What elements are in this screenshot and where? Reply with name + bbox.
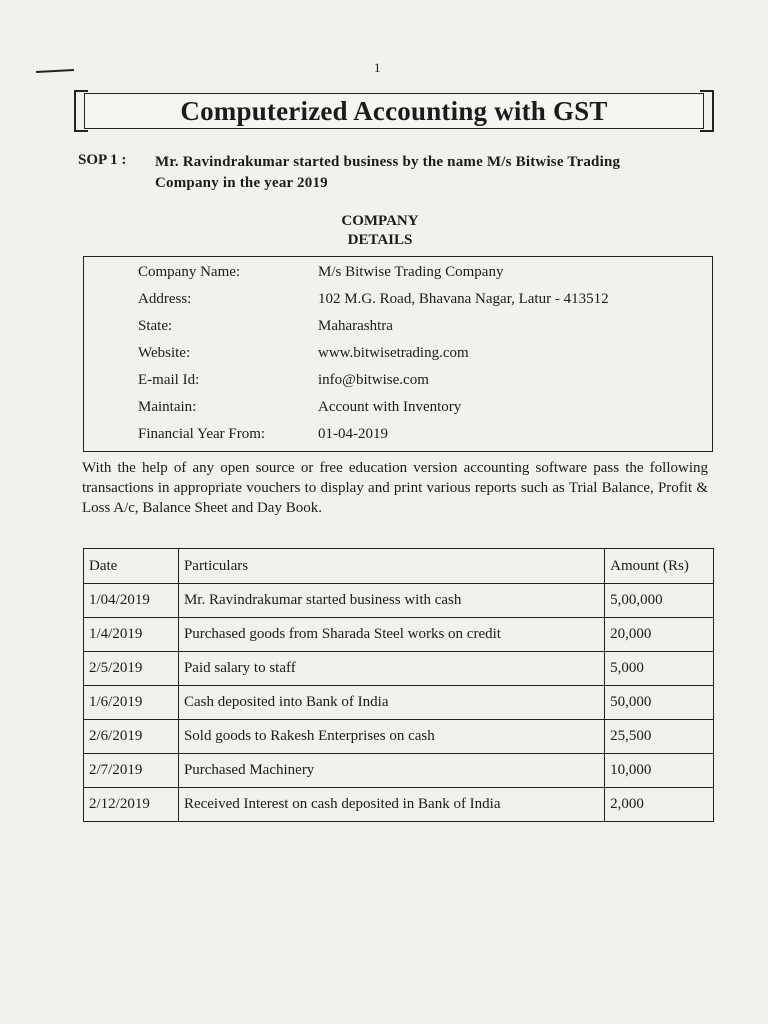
cell-particulars: Cash deposited into Bank of India [178,686,604,720]
detail-label: Address: [138,291,192,307]
detail-value: M/s Bitwise Trading Company [318,264,504,280]
heading-line-1: COMPANY [341,213,419,229]
title-banner [74,90,714,132]
cell-date: 2/12/2019 [84,788,179,822]
transactions-table [83,548,714,822]
detail-row-financial-year [138,426,708,452]
table-row [84,788,714,822]
detail-label: Website: [138,345,191,361]
cell-amount: 25,500 [605,720,714,754]
detail-row-website [138,345,708,371]
detail-label: State: [138,318,173,334]
column-header-date: Date [84,549,179,584]
table-row [84,754,714,788]
table-row [84,584,714,618]
table-row [84,618,714,652]
column-header-amount: Amount (Rs) [605,549,714,584]
detail-row-email [138,372,708,398]
detail-row-address [138,291,708,317]
cell-amount: 5,000 [605,652,714,686]
cell-amount: 2,000 [605,788,714,822]
detail-value: Account with Inventory [318,399,462,415]
detail-value: info@bitwise.com [318,372,429,388]
cell-date: 1/04/2019 [84,584,179,618]
detail-value: Maharashtra [318,318,393,334]
cell-particulars: Paid salary to staff [178,652,604,686]
instructions-paragraph: With the help of any open source or free education version accounting software pass the following transactions in appropriate vouchers to display and print various reports such as Trial Balance, Profit & Loss A/c, Balance Sheet and Day Book. [82,460,708,516]
detail-row-company-name [138,264,708,290]
cell-particulars: Purchased goods from Sharada Steel works on credit [178,618,604,652]
detail-label: Maintain: [138,399,197,415]
detail-value: 102 M.G. Road, Bhavana Nagar, Latur - 413512 [318,291,609,307]
detail-label: E-mail Id: [138,372,200,388]
page-number: 1 [374,60,381,75]
cell-amount: 5,00,000 [605,584,714,618]
cell-date: 1/6/2019 [84,686,179,720]
table-row [84,720,714,754]
margin-pen-mark [36,69,74,73]
heading-line-2: DETAILS [347,232,413,248]
cell-particulars: Received Interest on cash deposited in Bank of India [178,788,604,822]
cell-date: 2/5/2019 [84,652,179,686]
detail-row-state [138,318,708,344]
detail-value: 01-04-2019 [318,426,388,442]
cell-particulars: Sold goods to Rakesh Enterprises on cash [178,720,604,754]
cell-amount: 20,000 [605,618,714,652]
detail-row-maintain [138,399,708,425]
table-row [84,686,714,720]
company-details-box [83,256,713,452]
cell-date: 2/7/2019 [84,754,179,788]
table-row [84,652,714,686]
detail-label: Financial Year From: [138,426,266,442]
cell-amount: 50,000 [605,686,714,720]
cell-date: 1/4/2019 [84,618,179,652]
detail-label: Company Name: [138,264,241,280]
page-title: Computerized Accounting with GST [180,95,608,126]
cell-date: 2/6/2019 [84,720,179,754]
detail-value: www.bitwisetrading.com [318,345,469,361]
sop-label: SOP 1 : [78,152,127,168]
cell-particulars: Mr. Ravindrakumar started business with cash [178,584,604,618]
company-details-heading [300,212,460,250]
column-header-particulars: Particulars [178,549,604,584]
sop-statement: Mr. Ravindrakumar started business by the name M/s Bitwise Trading Company in the year 2019 [155,154,621,191]
cell-particulars: Purchased Machinery [178,754,604,788]
table-header-row [84,549,714,584]
cell-amount: 10,000 [605,754,714,788]
